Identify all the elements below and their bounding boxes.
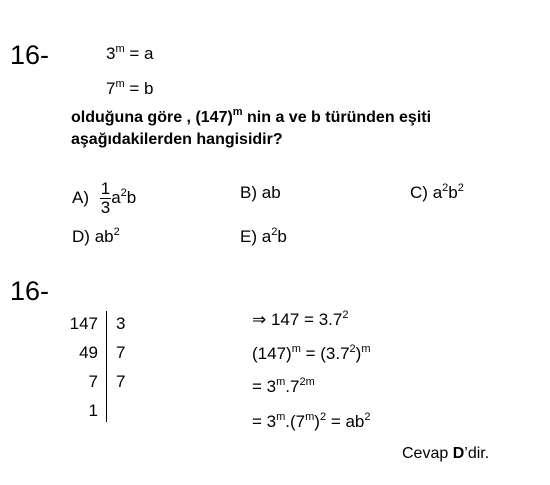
answer-letter: D bbox=[452, 445, 465, 462]
division-divider bbox=[106, 311, 107, 422]
solution-step-3: = $3^m.7^{2m}$ bbox=[252, 376, 315, 396]
option-c[interactable]: C) $a^2b^2$ bbox=[410, 182, 464, 202]
option-a-fraction: $\frac{1}{3}$ bbox=[100, 179, 111, 217]
division-left-0: 147 bbox=[69, 314, 98, 333]
division-right-0: 3 bbox=[116, 314, 126, 333]
option-b[interactable]: B) ab bbox=[240, 183, 281, 202]
solution-number: 16- bbox=[10, 276, 50, 306]
division-left-2: 7 bbox=[88, 372, 98, 391]
question-prompt-line2: aşağıdakilerden hangisidir? bbox=[71, 131, 283, 148]
division-left-1: 49 bbox=[79, 343, 98, 362]
given-equation-2: 7$^m$ = b bbox=[106, 78, 154, 98]
answer-line: Cevap D’dir. bbox=[402, 445, 490, 462]
division-left-3: 1 bbox=[88, 401, 98, 420]
solution-step-1: ⇒ $147 = 3.7^2$ bbox=[252, 309, 349, 329]
option-e[interactable]: E) $a^2b$ bbox=[240, 226, 287, 246]
solution-step-4: = $3^m.(7^m)^2 = ab^2$ bbox=[252, 411, 371, 431]
division-right-2: 7 bbox=[116, 372, 126, 391]
question-prompt-line1: olduğuna göre , $(147)^m$ nin a ve b türünden eşiti bbox=[71, 106, 432, 126]
question-number: 16- bbox=[10, 40, 50, 70]
option-a[interactable]: A) $\frac{1}{3}$ $a^2b$ bbox=[72, 179, 137, 217]
solution-step-2: $(147)^m = (3.7^2)^m$ bbox=[252, 343, 371, 363]
division-right-1: 7 bbox=[116, 343, 126, 362]
given-equation-1: 3$^m$ = a bbox=[106, 43, 154, 63]
option-d[interactable]: D) $ab^2$ bbox=[72, 226, 120, 246]
